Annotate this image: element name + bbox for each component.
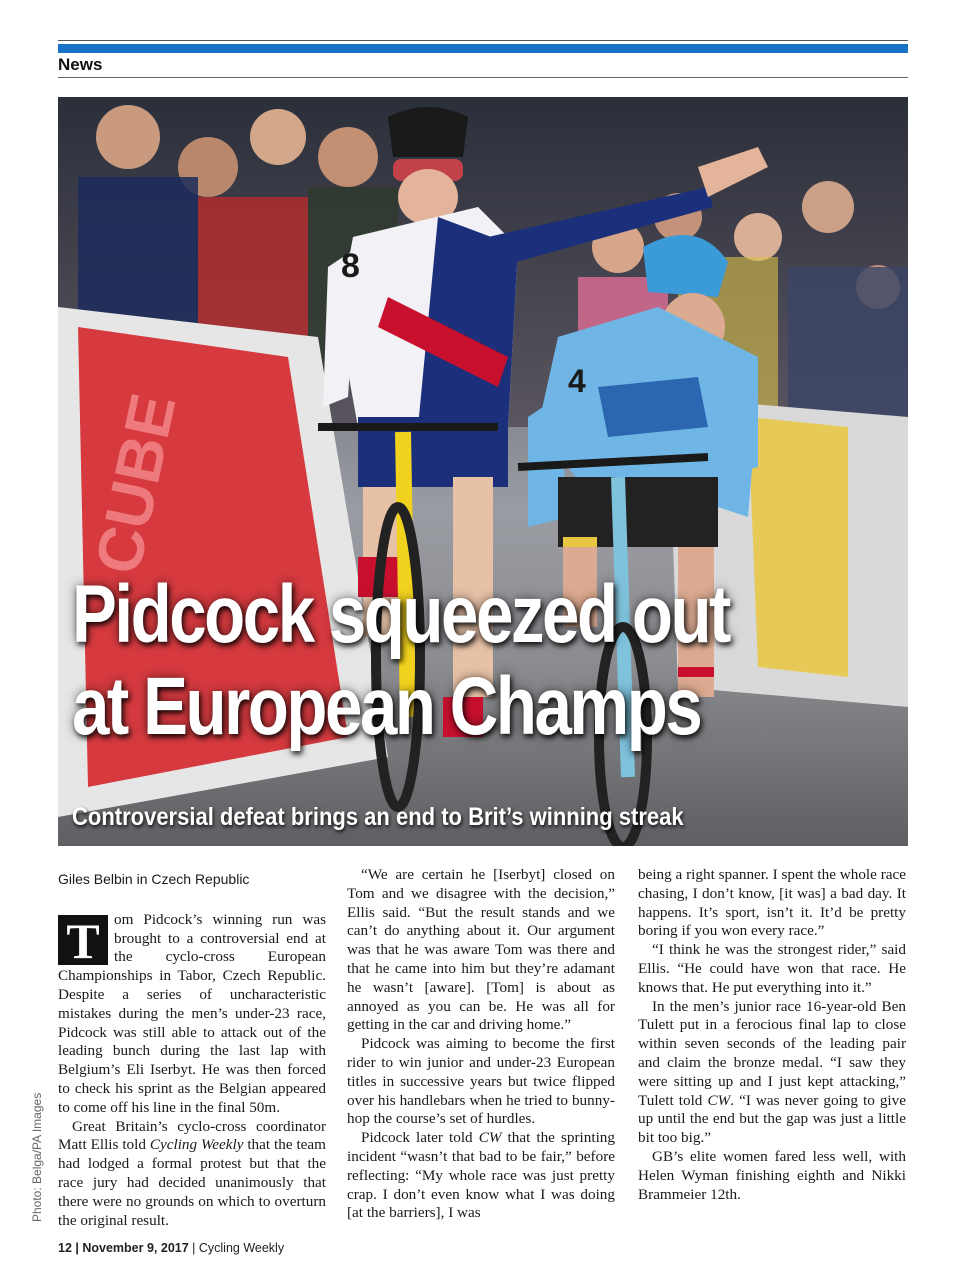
paragraph: om Pidcock’s winning run was brought to a controversial end at the cyclo-cross European Championships in Tabor, Czech Republic. Despite a series of uncharacteristic mistakes during the men’s under-23 race, Pidcock was still able to attack out of the leading bunch during the last lap with Belgium’s Eli Iserbyt. He was then forced to check his sprint as the Belgian appeared to come off his line in the final 50m. — [58, 910, 326, 1116]
bel-race-number: 4 — [568, 363, 586, 399]
page-number: 12 — [58, 1241, 72, 1255]
article-column-3 — [638, 866, 906, 1204]
top-rule — [58, 40, 908, 41]
drop-cap: T — [58, 915, 108, 965]
photo-credit: Photo: Belga/PA Images — [30, 1092, 44, 1222]
article-column-2 — [347, 866, 615, 1223]
section-rule — [58, 77, 908, 78]
paragraph: “We are certain he [Iserbyt] closed on Tom and we disagree with the decision,” Ellis said. “But the result stands and we can’t do anything about it. Our argument was that he was aware Tom was there and that he came into him but they’re adamant he wasn’t [aware]. [Tom] is about as annoyed as you can be. He was all for getting in the car and driving home.” — [347, 866, 615, 1034]
section-label: News — [58, 55, 103, 74]
paragraph: Great Britain’s cyclo-cross coordinator Matt Ellis told Cycling Weekly that the team had lodged a formal protest but that the race jury had decided unanimously that there were no grounds on which to overturn the original result. — [58, 1117, 326, 1229]
paragraph: “I think he was the strongest rider,” said Ellis. “He could have won that race. He knows that. He put everything into it.” — [638, 941, 906, 996]
headline-line-1: Pidcock squeezed out — [72, 569, 729, 660]
section-color-bar — [58, 44, 908, 53]
issue-date: November 9, 2017 — [82, 1241, 189, 1255]
gb-race-number: 8 — [341, 247, 360, 285]
publication-name: Cycling Weekly — [149, 1136, 244, 1154]
article-column-1 — [58, 866, 326, 1230]
byline: Giles Belbin in Czech Republic — [58, 871, 250, 887]
publication-name: CW — [478, 1129, 502, 1147]
right-banner — [748, 417, 848, 677]
headline-line-2: at European Champs — [72, 661, 701, 752]
publication-title: Cycling Weekly — [198, 1241, 285, 1255]
hero-photo — [58, 97, 908, 846]
paragraph: Pidcock was aiming to become the first rider to win junior and under-23 European titles in successive years but twice flipped over his handlebars when he tried to bunny-hop the course’s set of hurdles. — [347, 1035, 615, 1128]
headline — [72, 569, 753, 753]
page-footer: 12 | November 9, 2017 | Cycling Weekly — [58, 1241, 285, 1255]
publication-name: CW — [707, 1091, 731, 1109]
paragraph: GB’s elite women fared less well, with Helen Wyman finishing eighth and Nikki Brammeier 12th. — [638, 1147, 906, 1203]
paragraph: being a right spanner. I spent the whole race chasing, I don’t know, [it was] a bad day. It happens. It’s sport, isn’t it. It’d be pretty boring if you won every race.” — [638, 866, 906, 940]
paragraph: In the men’s junior race 16-year-old Ben Tulett put in a ferocious final lap to close within seven seconds of the leading pair and claim the bronze medal. “I saw they were sitting up and I just kept attacking,” Tulett told CW. “I was never going to give up until the end but the gap was just a little bit too big.” — [638, 997, 906, 1147]
subheadline: Controversial defeat brings an end to Brit’s winning streak — [72, 803, 684, 831]
banner-text: CUBE — [81, 387, 190, 580]
paragraph: Pidcock later told CW that the sprinting incident “wasn’t that bad to be fair,” before reflecting: “My whole race was just pretty crap. I don’t even know what I was doing [at the barriers], I was — [347, 1129, 615, 1222]
